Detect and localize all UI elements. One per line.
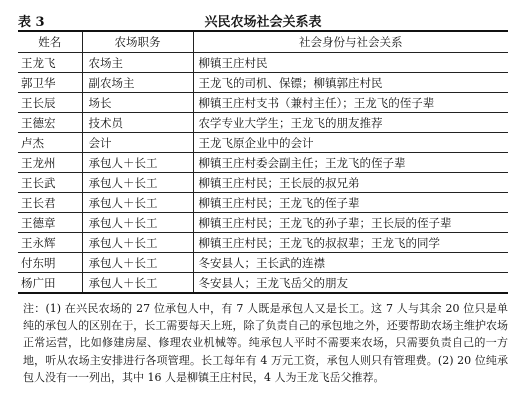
header-name: 姓名	[18, 31, 82, 53]
social-relations-table	[18, 30, 508, 294]
table-row	[18, 233, 508, 253]
table-row	[18, 73, 508, 93]
cell-name: 王龙飞	[18, 53, 82, 73]
cell-name: 王德宏	[18, 113, 82, 133]
cell-farm-role: 承包人＋长工	[82, 153, 193, 173]
cell-social-relation: 柳镇王庄村民	[193, 53, 508, 73]
table-row	[18, 173, 508, 193]
table-label: 表 3	[18, 15, 45, 30]
cell-social-relation: 柳镇王庄村民；王龙飞的侄子辈	[193, 193, 508, 213]
cell-social-relation: 柳镇王庄村民；王龙飞的孙子辈；王长辰的侄子辈	[193, 213, 508, 233]
header-social-relation: 社会身份与社会关系	[193, 31, 508, 53]
table-header-row	[18, 31, 508, 53]
table-caption	[18, 8, 508, 30]
table-row	[18, 53, 508, 73]
cell-name: 王长武	[18, 173, 82, 193]
cell-farm-role: 会计	[82, 133, 193, 153]
table-row	[18, 273, 508, 294]
table-row	[18, 213, 508, 233]
table-block	[18, 8, 508, 386]
cell-farm-role: 农场主	[82, 53, 193, 73]
cell-farm-role: 承包人＋长工	[82, 173, 193, 193]
cell-farm-role: 承包人＋长工	[82, 233, 193, 253]
cell-farm-role: 技术员	[82, 113, 193, 133]
cell-name: 王长君	[18, 193, 82, 213]
cell-farm-role: 场长	[82, 93, 193, 113]
cell-social-relation: 冬安县人；王长武的连襟	[193, 253, 508, 273]
cell-name: 卢杰	[18, 133, 82, 153]
table-row	[18, 153, 508, 173]
cell-social-relation: 冬安县人；王龙飞岳父的朋友	[193, 273, 508, 294]
cell-name: 杨广田	[18, 273, 82, 294]
cell-farm-role: 承包人＋长工	[82, 193, 193, 213]
table-title: 兴民农场社会关系表	[204, 15, 322, 30]
cell-social-relation: 农学专业大学生；王龙飞的朋友推荐	[193, 113, 508, 133]
table-row	[18, 93, 508, 113]
cell-social-relation: 柳镇王庄村民；王龙飞的叔叔辈；王龙飞的同学	[193, 233, 508, 253]
cell-social-relation: 王龙飞原企业中的会计	[193, 133, 508, 153]
cell-name: 王永辉	[18, 233, 82, 253]
cell-farm-role: 承包人＋长工	[82, 213, 193, 233]
cell-social-relation: 柳镇王庄村支书（兼村主任）；王龙飞的侄子辈	[193, 93, 508, 113]
cell-name: 付东明	[18, 253, 82, 273]
cell-name: 王长辰	[18, 93, 82, 113]
cell-social-relation: 柳镇王庄村民；王长辰的叔兄弟	[193, 173, 508, 193]
table-row	[18, 133, 508, 153]
table-row	[18, 193, 508, 213]
cell-social-relation: 王龙飞的司机、保镖；柳镇郭庄村民	[193, 73, 508, 93]
cell-name: 王龙州	[18, 153, 82, 173]
cell-social-relation: 柳镇王庄村委会副主任；王龙飞的侄子辈	[193, 153, 508, 173]
table-note: 注：(1) 在兴民农场的 27 位承包人中，有 7 人既是承包人又是长工。这 7 人与其余 20 位只是单纯的承包人的区别在于，长工需要每天上班，除了负责自己的承包地之外，还要帮助农场主维护农场正常运营，比如修建房屋、修理农业机械等。纯承包人平时不需要来农场，只需要负责自己的一方地，听从农场主安排进行各项管理。长工每年有 4 万元工资，承包人则只有管理费。(2) 20 位纯承包人没有一一列出，其中 16 人是柳镇王庄村民，4 人为王龙飞岳父推荐。	[23, 302, 508, 384]
cell-name: 郭卫华	[18, 73, 82, 93]
cell-farm-role: 副农场主	[82, 73, 193, 93]
cell-name: 王德章	[18, 213, 82, 233]
table-row	[18, 113, 508, 133]
table-row	[18, 253, 508, 273]
cell-farm-role: 承包人＋长工	[82, 253, 193, 273]
header-farm-role: 农场职务	[82, 31, 193, 53]
cell-farm-role: 承包人＋长工	[82, 273, 193, 294]
